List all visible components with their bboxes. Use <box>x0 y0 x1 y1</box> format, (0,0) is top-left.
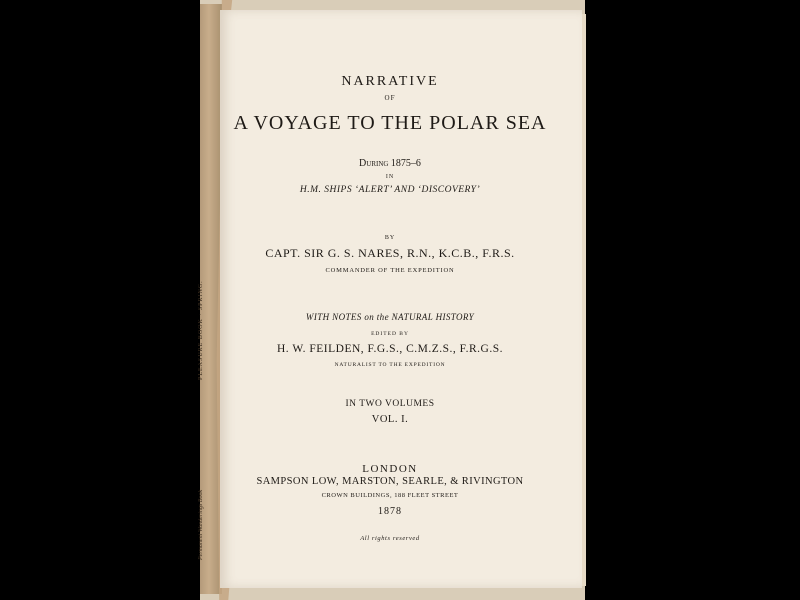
publication-city: LONDON <box>362 463 418 475</box>
volume-number: VOL. I. <box>371 414 409 425</box>
edited-by-line: EDITED BY <box>371 331 409 337</box>
title-page <box>220 10 582 588</box>
spine-label-bottom: Permanent Wanderings Book <box>198 489 204 561</box>
publisher-address: CROWN BUILDINGS, 188 FLEET STREET <box>321 492 459 499</box>
of-line: OF <box>384 94 396 102</box>
author-name: CAPT. SIR G. S. NARES, R.N., K.C.B., F.R.S. <box>265 246 515 260</box>
narrative-heading: NARRATIVE <box>341 74 439 89</box>
editor-name: H. W. FEILDEN, F.G.S., C.M.Z.S., F.R.G.S. <box>276 343 504 355</box>
notes-line: WITH NOTES on the NATURAL HISTORY <box>305 312 475 322</box>
publisher-name: SAMPSON LOW, MARSTON, SEARLE, & RIVINGTON <box>256 476 524 487</box>
book-title: A VOYAGE TO THE POLAR SEA <box>233 112 547 134</box>
volumes-line: IN TWO VOLUMES <box>345 399 435 409</box>
in-line: IN <box>385 174 395 180</box>
author-role: COMMANDER OF THE EXPEDITION <box>325 267 455 274</box>
editor-role: NATURALIST TO THE EXPEDITION <box>334 362 446 368</box>
rights-notice: All rights reserved <box>360 535 420 542</box>
by-line: BY <box>384 235 396 241</box>
during-line: During 1875–6 <box>359 158 421 169</box>
spine-label-top: PLEASURE BOOK · SPRING. <box>198 280 204 380</box>
ships-line: H.M. SHIPS ‘ALERT’ AND ‘DISCOVERY’ <box>299 185 481 195</box>
page-edge <box>582 14 586 586</box>
publication-year: 1878 <box>378 506 402 517</box>
